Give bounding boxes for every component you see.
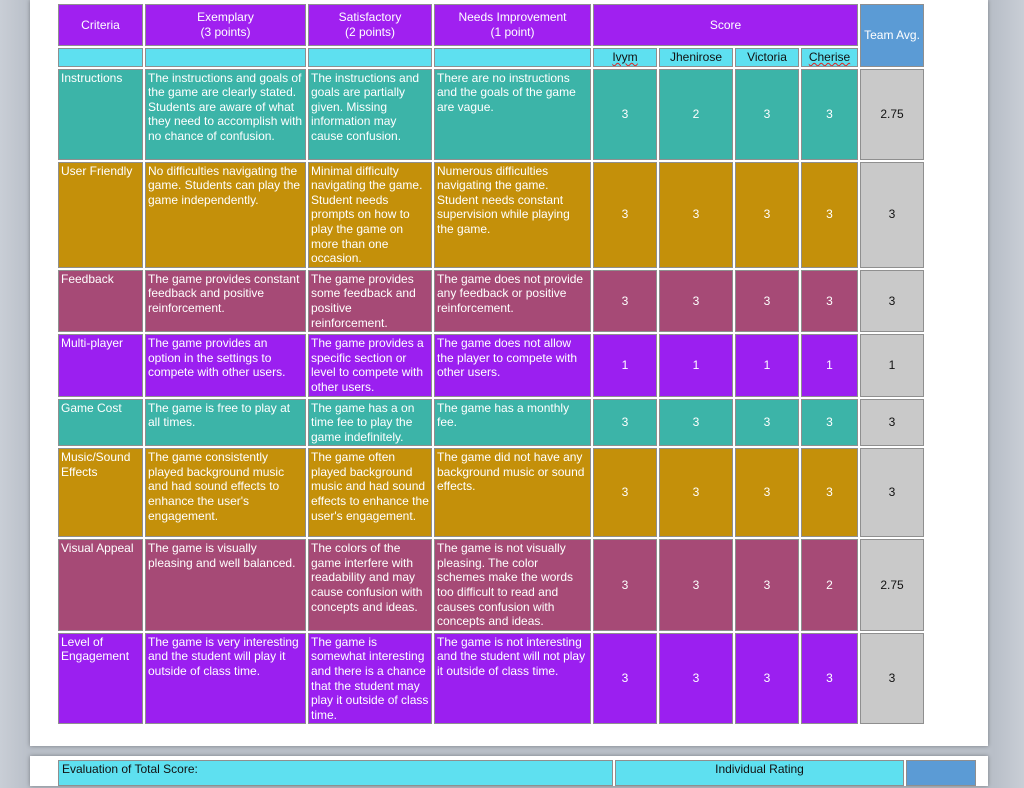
team-avg-cell: 3 xyxy=(860,270,924,332)
satisfactory-cell: The game provides some feedback and positive reinforcement. xyxy=(308,270,432,332)
student-name-jhenirose: Jhenirose xyxy=(659,48,733,67)
next-page xyxy=(30,756,988,786)
score-cell: 3 xyxy=(659,270,733,332)
score-cell: 3 xyxy=(593,633,657,725)
exemplary-cell: The game is very interesting and the student will play it outside of class time. xyxy=(145,633,306,725)
total-score-table xyxy=(56,758,978,788)
criteria-cell: User Friendly xyxy=(58,162,143,268)
header-needs-improvement: Needs Improvement (1 point) xyxy=(434,4,591,46)
subheader-empty xyxy=(308,48,432,67)
score-cell: 3 xyxy=(735,448,799,537)
team-avg-cell: 2.75 xyxy=(860,539,924,631)
score-cell: 3 xyxy=(659,633,733,725)
rubric-row xyxy=(58,448,924,537)
criteria-cell: Multi-player xyxy=(58,334,143,396)
score-cell: 3 xyxy=(735,162,799,268)
subheader-empty xyxy=(434,48,591,67)
score-cell: 3 xyxy=(801,270,858,332)
score-cell: 3 xyxy=(801,162,858,268)
score-cell: 3 xyxy=(593,162,657,268)
student-name-victoria: Victoria xyxy=(735,48,799,67)
score-cell: 3 xyxy=(801,633,858,725)
score-cell: 3 xyxy=(659,448,733,537)
document-page xyxy=(30,0,988,746)
exemplary-cell: The game consistently played background music and had sound effects to enhance the user's engagement. xyxy=(145,448,306,537)
team-avg-cell: 1 xyxy=(860,334,924,396)
score-cell: 3 xyxy=(801,399,858,447)
score-cell: 3 xyxy=(735,539,799,631)
score-cell: 3 xyxy=(593,539,657,631)
satisfactory-cell: The game often played background music and had sound effects to enhance the user's engagement. xyxy=(308,448,432,537)
team-avg-cell: 2.75 xyxy=(860,69,924,160)
score-cell: 3 xyxy=(735,270,799,332)
needs-improvement-cell: The game is not visually pleasing. The color schemes make the words too difficult to read and causes confusion with concepts and ideas. xyxy=(434,539,591,631)
header-satisfactory: Satisfactory (2 points) xyxy=(308,4,432,46)
criteria-cell: Game Cost xyxy=(58,399,143,447)
individual-rating-label: Individual Rating xyxy=(615,760,904,786)
score-cell: 1 xyxy=(593,334,657,396)
team-avg-cell: 3 xyxy=(860,633,924,725)
satisfactory-cell: The game is somewhat interesting and there is a chance that the student may play it outside of class time. xyxy=(308,633,432,725)
student-name-ivym: Ivym xyxy=(593,48,657,67)
score-cell: 2 xyxy=(659,69,733,160)
score-cell: 1 xyxy=(735,334,799,396)
exemplary-cell: The instructions and goals of the game are clearly stated. Students are aware of what they need to accomplish with no chance of confusion. xyxy=(145,69,306,160)
rubric-row xyxy=(58,162,924,268)
needs-improvement-cell: Numerous difficulties navigating the game. Student needs constant supervision while playing the game. xyxy=(434,162,591,268)
team-avg-cell: 3 xyxy=(860,162,924,268)
criteria-cell: Music/Sound Effects xyxy=(58,448,143,537)
evaluation-total-label: Evaluation of Total Score: xyxy=(58,760,613,786)
subheader-empty xyxy=(58,48,143,67)
criteria-cell: Level of Engagement xyxy=(58,633,143,725)
score-cell: 3 xyxy=(659,399,733,447)
needs-improvement-cell: The game does not provide any feedback or positive reinforcement. xyxy=(434,270,591,332)
subheader-empty xyxy=(145,48,306,67)
score-cell: 3 xyxy=(735,69,799,160)
criteria-cell: Feedback xyxy=(58,270,143,332)
criteria-cell: Visual Appeal xyxy=(58,539,143,631)
rubric-table xyxy=(56,2,926,726)
satisfactory-cell: The instructions and goals are partially given. Missing information may cause confusion. xyxy=(308,69,432,160)
needs-improvement-cell: The game has a monthly fee. xyxy=(434,399,591,447)
score-cell: 3 xyxy=(593,399,657,447)
header-score: Score xyxy=(593,4,858,46)
exemplary-cell: The game provides constant feedback and positive reinforcement. xyxy=(145,270,306,332)
satisfactory-cell: Minimal difficulty navigating the game. Student needs prompts on how to play the game on more than one occasion. xyxy=(308,162,432,268)
score-cell: 3 xyxy=(801,69,858,160)
needs-improvement-cell: The game did not have any background music or sound effects. xyxy=(434,448,591,537)
score-cell: 3 xyxy=(801,448,858,537)
header-exemplary: Exemplary (3 points) xyxy=(145,4,306,46)
rubric-row xyxy=(58,633,924,725)
exemplary-cell: The game provides an option in the settings to compete with other users. xyxy=(145,334,306,396)
score-cell: 3 xyxy=(735,633,799,725)
score-cell: 2 xyxy=(801,539,858,631)
satisfactory-cell: The game has a on time fee to play the game indefinitely. xyxy=(308,399,432,447)
score-cell: 3 xyxy=(659,162,733,268)
satisfactory-cell: The colors of the game interfere with readability and may cause confusion with concepts and ideas. xyxy=(308,539,432,631)
rubric-row xyxy=(58,399,924,447)
score-cell: 3 xyxy=(735,399,799,447)
team-avg-cell: 3 xyxy=(860,448,924,537)
header-criteria: Criteria xyxy=(58,4,143,46)
footer-blue-cell xyxy=(906,760,976,786)
needs-improvement-cell: The game does not allow the player to compete with other users. xyxy=(434,334,591,396)
team-avg-cell: 3 xyxy=(860,399,924,447)
score-cell: 1 xyxy=(659,334,733,396)
score-cell: 1 xyxy=(801,334,858,396)
header-team-avg: Team Avg. xyxy=(860,4,924,67)
rubric-row xyxy=(58,539,924,631)
needs-improvement-cell: There are no instructions and the goals of the game are vague. xyxy=(434,69,591,160)
score-cell: 3 xyxy=(659,539,733,631)
exemplary-cell: The game is free to play at all times. xyxy=(145,399,306,447)
criteria-cell: Instructions xyxy=(58,69,143,160)
rubric-row xyxy=(58,270,924,332)
score-cell: 3 xyxy=(593,448,657,537)
exemplary-cell: No difficulties navigating the game. Students can play the game independently. xyxy=(145,162,306,268)
rubric-row xyxy=(58,69,924,160)
student-name-cherise: Cherise xyxy=(801,48,858,67)
exemplary-cell: The game is visually pleasing and well balanced. xyxy=(145,539,306,631)
needs-improvement-cell: The game is not interesting and the student will not play it outside of class time. xyxy=(434,633,591,725)
score-cell: 3 xyxy=(593,69,657,160)
score-cell: 3 xyxy=(593,270,657,332)
satisfactory-cell: The game provides a specific section or level to compete with other users. xyxy=(308,334,432,396)
rubric-row xyxy=(58,334,924,396)
